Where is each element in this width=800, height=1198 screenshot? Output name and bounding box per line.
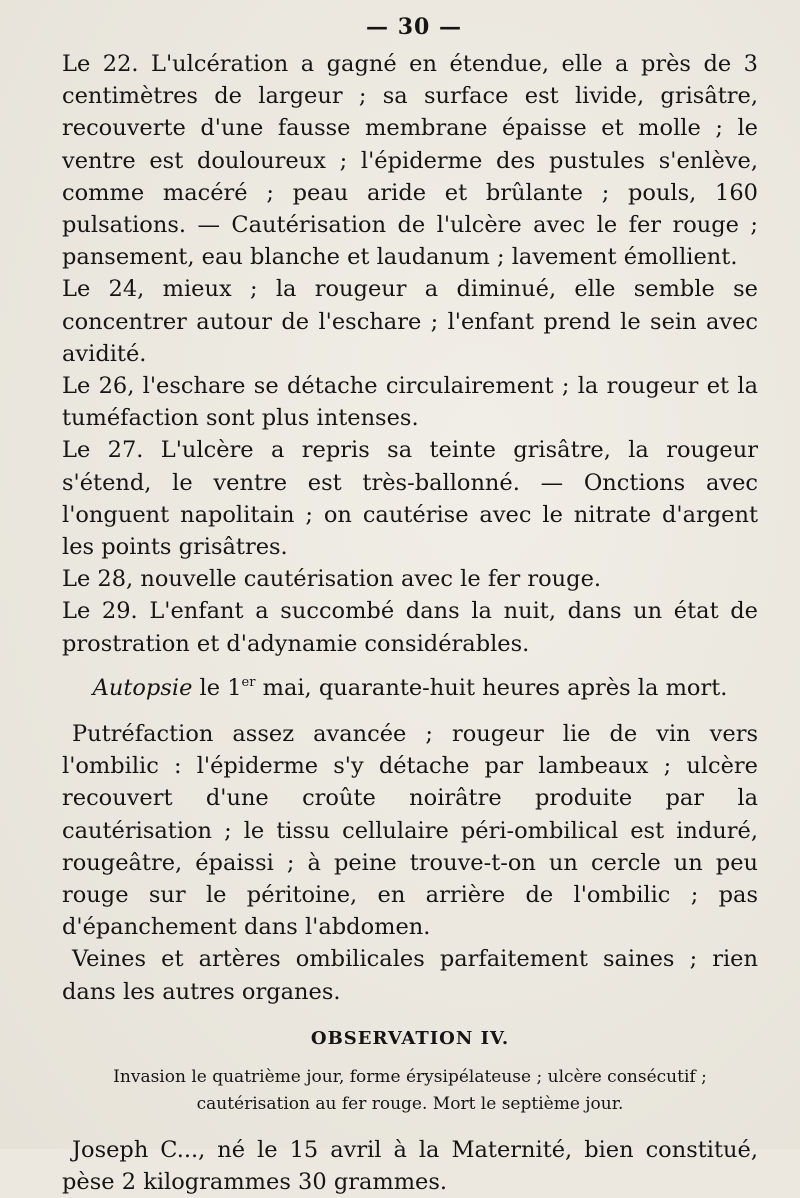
observation-opening: Joseph C..., né le 15 avril à la Maternité, bien constitué, pèse 2 kilogrammes 30 grammes. bbox=[62, 1136, 758, 1196]
entry-day-29: Le 29. L'enfant a succombé dans la nuit, dans un état de prostration et d'adynamie considérables. bbox=[62, 598, 758, 657]
autopsy-date-prefix: le 1 bbox=[192, 674, 242, 701]
observation-title: OBSERVATION IV. bbox=[310, 1027, 510, 1049]
autopsy-heading bbox=[62, 672, 758, 704]
entry-day-26: Le 26, l'eschare se détache circulairement ; la rougeur et la tuméfaction sont plus intenses. bbox=[62, 373, 758, 432]
page-number: — 30 — bbox=[366, 14, 462, 40]
autopsy-conclusion: Veines et artères ombilicales parfaitement saines ; rien dans les autres organes. bbox=[62, 946, 758, 1005]
entry-day-28: Le 28, nouvelle cautérisation avec le fer rouge. bbox=[62, 566, 602, 593]
autopsy-findings: Putréfaction assez avancée ; rougeur lie de vin vers l'ombilic : l'épiderme s'y détache par lambeaux ; ulcère recouvert d'une croûte noirâtre produite par la cautérisation ; le tissu cellulaire péri-ombilical est induré, rougeâtre, épaissi ; à peine trouve-t-on un cercle un peu rouge sur le péritoine, en arrière de l'ombilic ; pas d'épanchement dans l'abdomen. bbox=[62, 721, 758, 941]
entry-day-27: Le 27. L'ulcère a repris sa teinte grisâtre, la rougeur s'étend, le ventre est très-ballonné. — Onctions avec l'onguent napolitain ; on cautérise avec le nitrate d'argent les points grisâtres. bbox=[62, 437, 758, 561]
autopsy-date-suffix: mai, quarante-huit heures après la mort. bbox=[255, 674, 728, 701]
observation-summary: Invasion le quatrième jour, forme érysipélateuse ; ulcère consécutif ; cautérisation au fer rouge. Mort le septième jour. bbox=[113, 1066, 707, 1114]
daily-entries bbox=[62, 48, 758, 660]
entry-day-24: Le 24, mieux ; la rougeur a diminué, elle semble se concentrer autour de l'eschare ; l'enfant prend le sein avec avidité. bbox=[62, 276, 758, 367]
entry-day-22: Le 22. L'ulcération a gagné en étendue, elle a près de 3 centimètres de largeur ; sa surface est livide, grisâtre, recouverte d'une fausse membrane épaisse et molle ; le ventre est douloureux ; l'épiderme des pustules s'enlève, comme macéré ; peau aride et brûlante ; pouls, 160 pulsations. — Cautérisation de l'ulcère avec le fer rouge ; pansement, eau blanche et laudanum ; lavement émollient. bbox=[62, 51, 758, 271]
autopsy-date-superscript: er bbox=[241, 674, 256, 690]
autopsy-label: Autopsie bbox=[92, 674, 193, 701]
